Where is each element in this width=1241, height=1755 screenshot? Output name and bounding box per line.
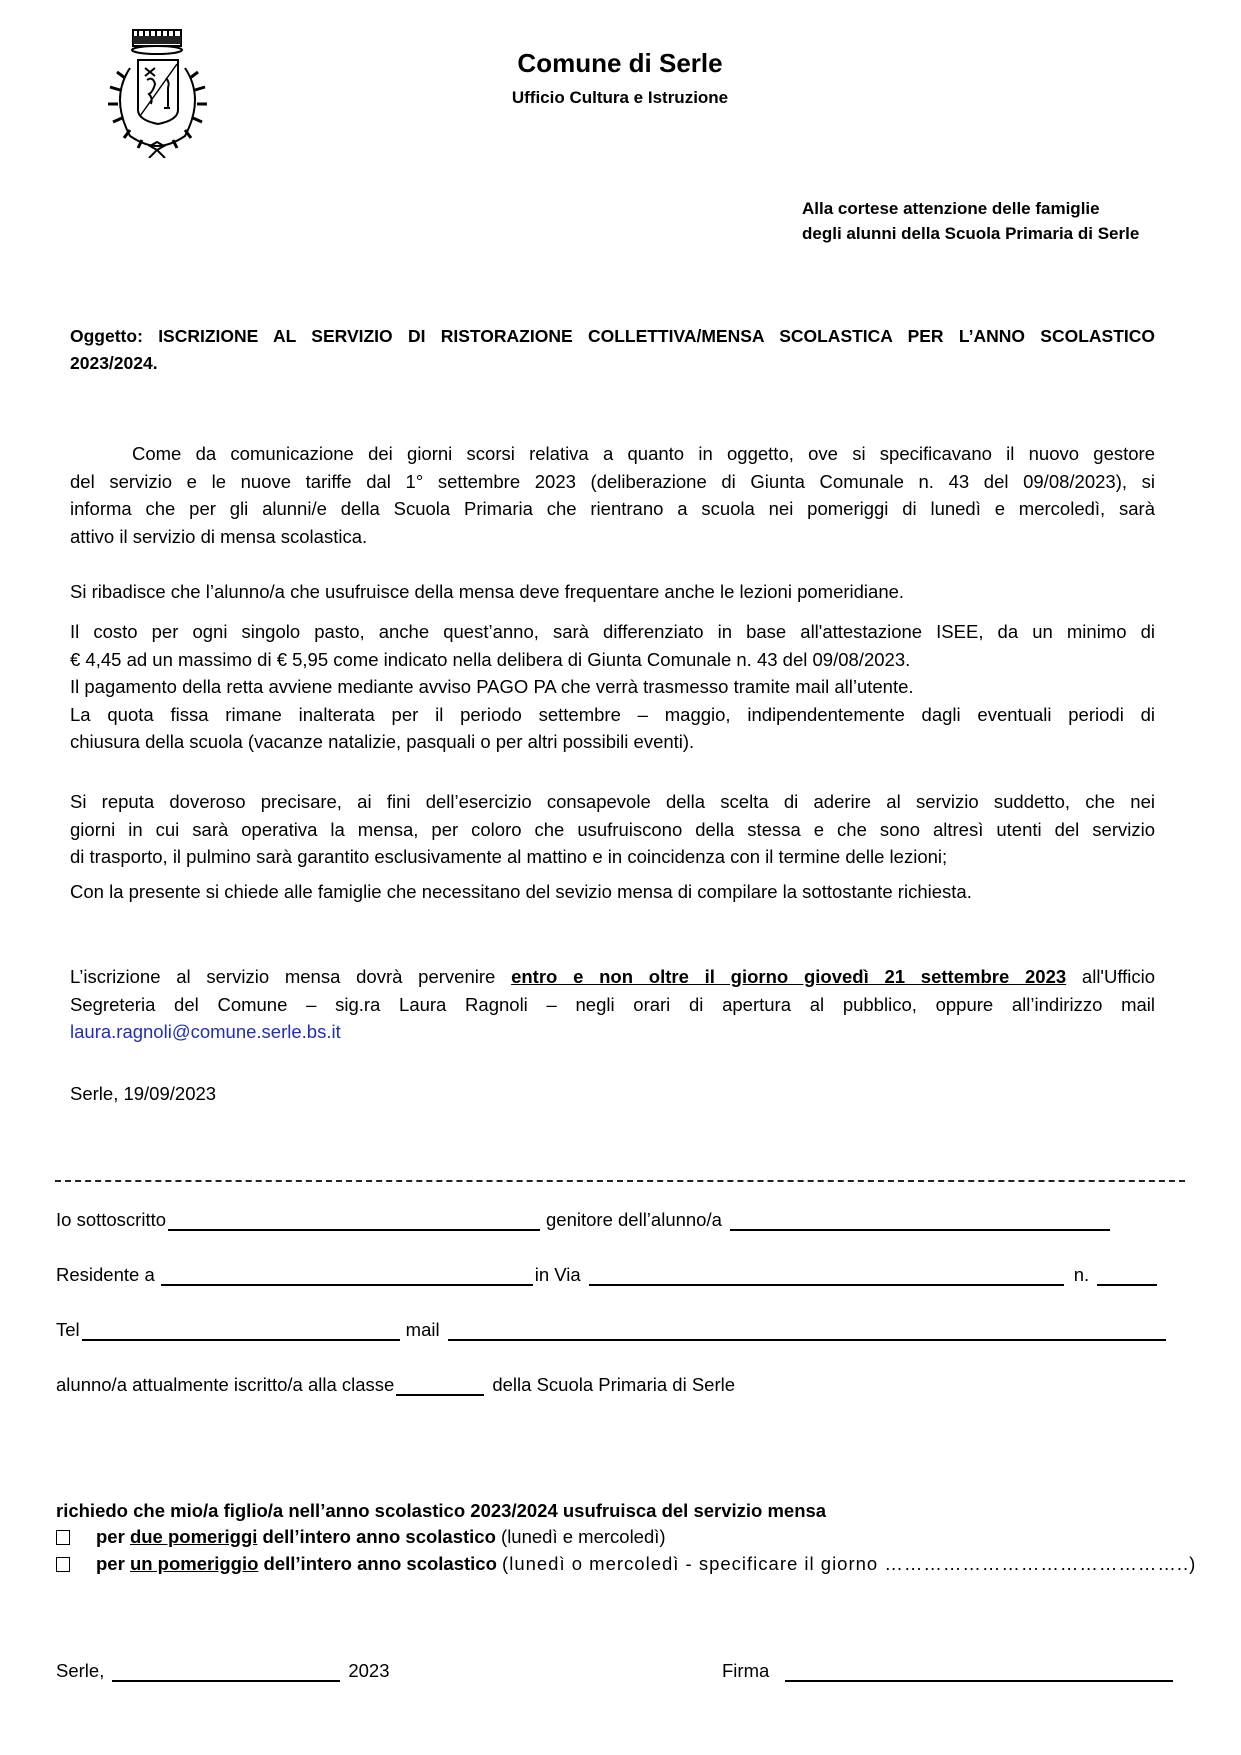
addressee-line-1: Alla cortese attenzione delle famiglie (802, 199, 1100, 218)
option-two-afternoons[interactable] (56, 1526, 666, 1548)
deadline-intro: L’iscrizione al servizio mensa dovrà pervenire (70, 966, 496, 987)
cut-line-divider (55, 1180, 1185, 1182)
email-link[interactable]: laura.ragnoli@comune.serle.bs.it (70, 1021, 341, 1042)
paragraph-costs (70, 618, 1155, 756)
pupil-name-field[interactable] (730, 1211, 1110, 1231)
option-one-afternoon[interactable] (56, 1553, 1196, 1575)
form-label: 2023 (348, 1660, 390, 1681)
text-line: Serle, 19/09/2023 (70, 1083, 217, 1104)
form-label: alunno/a attualmente iscritto/a alla classe (56, 1374, 395, 1395)
parent-name-field[interactable] (168, 1211, 540, 1231)
form-label: Residente a (56, 1264, 155, 1285)
phone-field[interactable] (82, 1321, 400, 1341)
form-label: della Scuola Primaria di Serle (492, 1374, 736, 1395)
form-label: Tel (56, 1319, 80, 1340)
email-field[interactable] (448, 1321, 1166, 1341)
option-text: dell’intero anno scolastico (262, 1526, 496, 1547)
coat-of-arms-icon (100, 28, 215, 158)
subject-line-1: Oggetto: ISCRIZIONE AL SERVIZIO DI RISTORAZIONE COLLETTIVA/MENSA SCOLASTICA PER L’ANNO SCOLASTICO (70, 326, 1155, 346)
text-line: di trasporto, il pulmino sarà garantito esclusivamente al mattino e in coincidenza con il termine delle lezioni; (70, 846, 948, 867)
street-field[interactable] (589, 1266, 1064, 1286)
signature-field[interactable] (785, 1662, 1173, 1682)
option-note: (lunedì o mercoledì - specificare il giorno ………………………………………..) (502, 1553, 1197, 1574)
text-line: La quota fissa rimane inalterata per il periodo settembre – maggio, indipendentemente dagli eventuali periodi di (70, 703, 1155, 725)
residence-field[interactable] (161, 1266, 533, 1286)
paragraph-request (70, 878, 1155, 906)
option-text: un pomeriggio (129, 1553, 259, 1574)
text-line: del servizio e le nuove tariffe dal 1° settembre 2023 (deliberazione di Giunta Comunale n. 43 del 09/08/2023), si (70, 470, 1155, 492)
paragraph-intro (70, 440, 1155, 550)
form-row-contacts (56, 1319, 1168, 1341)
paragraph-afternoon-lessons (70, 578, 1155, 606)
request-statement: richiedo che mio/a figlio/a nell’anno scolastico 2023/2024 usufruisca del servizio mensa (56, 1500, 827, 1521)
option-text: per (96, 1553, 125, 1574)
paragraph-transport (70, 788, 1155, 871)
option-text: due pomeriggi (129, 1526, 258, 1547)
form-label: in Via (534, 1264, 581, 1285)
checkbox-one-afternoon[interactable] (56, 1557, 70, 1572)
form-label: Firma (722, 1660, 770, 1681)
office-subtitle: Ufficio Cultura e Istruzione (511, 88, 729, 107)
text-line: Il costo per ogni singolo pasto, anche quest’anno, sarà differenziato in base all'attestazione ISEE, da un minimo di (70, 621, 1155, 642)
date-field[interactable] (112, 1662, 340, 1682)
text-line: chiusura della scuola (vacanze natalizie, pasquali o per altri possibili eventi). (70, 731, 695, 752)
subject-block (70, 323, 1155, 377)
option-text: per (96, 1526, 125, 1547)
text-line: Con la presente si chiede alle famiglie che necessitano del sevizio mensa di compilare la sottostante richiesta. (70, 881, 972, 902)
addressee-line-2: degli alunni della Scuola Primaria di Serle (802, 224, 1140, 243)
text-line: informa che per gli alunni/e della Scuola Primaria che rientrano a scuola nei pomeriggi di lunedì e mercoledì, sarà (70, 498, 1155, 519)
class-field[interactable] (396, 1376, 484, 1396)
option-note: (lunedì e mercoledì) (501, 1526, 666, 1547)
text-line: Si ribadisce che l’alunno/a che usufruisce della mensa deve frequentare anche le lezioni pomeridiane. (70, 581, 905, 602)
text-line: Come da comunicazione dei giorni scorsi relativa a quanto in oggetto, ove si specificavano il nuovo gestore (132, 443, 1155, 464)
text-line: attivo il servizio di mensa scolastica. (70, 525, 368, 547)
text-line (70, 963, 1155, 991)
text-line: € 4,45 ad un massimo di € 5,95 come indicato nella delibera di Giunta Comunale n. 43 del 09/08/2023. (70, 648, 911, 670)
street-number-field[interactable] (1097, 1266, 1157, 1286)
deadline-office: all'Ufficio (1081, 966, 1156, 987)
form-footer-signature (722, 1660, 1175, 1682)
municipality-title: Comune di Serle (517, 48, 723, 78)
text-line: giorni in cui sarà operativa la mensa, per coloro che usufruiscono della stessa e che sono altresì utenti del servizio (70, 818, 1155, 840)
checkbox-two-afternoons[interactable] (56, 1530, 70, 1545)
form-label: Io sottoscritto (56, 1209, 167, 1230)
subject-line-2: 2023/2024. (70, 353, 158, 373)
text-line: Il pagamento della retta avviene mediante avviso PAGO PA che verrà trasmesso tramite mail all’utente. (70, 676, 914, 697)
form-label: genitore dell’alunno/a (546, 1209, 722, 1230)
form-row-class (56, 1374, 735, 1396)
deadline-date: entro e non oltre il giorno giovedì 21 settembre 2023 (511, 966, 1067, 987)
paragraph-deadline (70, 963, 1155, 1046)
form-label: Serle, (56, 1660, 105, 1681)
text-line: Si reputa doveroso precisare, ai fini dell’esercizio consapevole della scelta di aderire al servizio suddetto, che nei (70, 791, 1155, 812)
place-date (70, 1080, 1155, 1108)
form-label: n. (1073, 1264, 1090, 1285)
addressee-block (802, 196, 1139, 246)
option-text: dell’intero anno scolastico (263, 1553, 497, 1574)
text-line: Segreteria del Comune – sig.ra Laura Ragnoli – negli orari di apertura al pubblico, oppure all’indirizzo mail (70, 993, 1155, 1015)
form-row-residence (56, 1264, 1159, 1286)
form-row-parent (56, 1209, 1112, 1231)
form-footer-date (56, 1660, 389, 1682)
form-label: mail (405, 1319, 440, 1340)
